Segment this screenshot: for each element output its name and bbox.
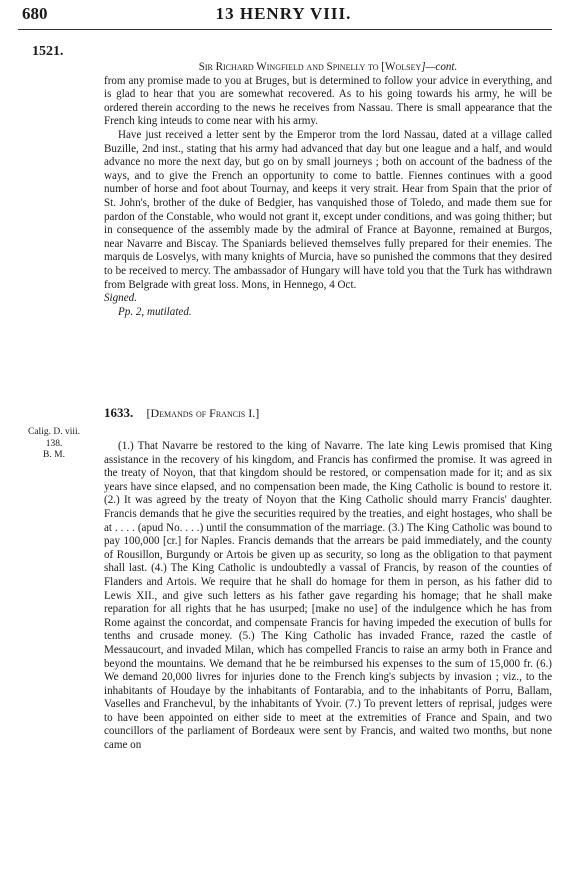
document-heading <box>104 405 259 421</box>
year-label: 1521. <box>32 44 64 59</box>
letter-paragraph-2: Have just received a letter sent by the Emperor trom the lord Nassau, dated at a village called Buzille, 2nd inst., stating that his army had advanced that day but one league and a half, and would advance no more the next day, but go on by small journeys ; both on account of the badness of the ways, and to give the French an opportunity to come to battle. Fiennes continues with a good number of horse and foot about Tournay, and keeps it very strait. Hear from Spain that the prior of St. John's, brother of the duke of Bedgier, has vanquished those of Toledo, and made them sue for pardon of the Constable, who would not grant it, except under conditions, and was going thither; but in consequence of the assembly made by the admiral of France at Bayonne, remained at Burgos, near Navarre and Biscay. The Spaniards believed themselves fully prepared for their enemies. The marquis de Losvelys, with many knights of Murcia, have so punished the commons that they desired to be received to mercy. The ambassador of Hungary will have told you that the Turk has withdrawn from Belgrade with great loss. Mons, in Hennego, 4 Oct. <box>104 128 552 291</box>
document-title-text: Demands of Francis I. <box>150 406 256 420</box>
margin-ref-line3: B. M. <box>43 450 65 460</box>
document-title-close: ] <box>255 406 260 420</box>
document-body <box>104 440 552 753</box>
document-title <box>147 406 260 420</box>
letter-heading-authors: Sir Richard Wingfield and Spinelly to [ <box>198 61 385 73</box>
pages-note: Pp. 2, mutilated. <box>118 305 192 318</box>
document-title-open: [ <box>146 406 151 420</box>
letter-heading-recipient: Wolsey <box>384 61 422 73</box>
margin-ref-line1: Calig. D. viii. <box>28 427 80 437</box>
letter-heading-cont: ]—cont. <box>421 61 458 73</box>
letter-heading <box>104 61 552 75</box>
letter-paragraph-1: from any promise made to you at Bruges, but is determined to follow your advice in everything, and is glad to hear that you are somewhat recovered. As to his going towards his army, he will be ordered therein according to the news he receives from Nassau. There is small appearance that the French king inteuds to come near with his army. <box>104 74 552 128</box>
document-number: 1633. <box>104 405 134 420</box>
running-head: 13 HENRY VIII. <box>215 4 352 23</box>
margin-reference <box>14 427 94 462</box>
document-paragraph: (1.) That Navarre be restored to the king of Navarre. The late king Lewis promised that King assistance in the recovery of his kingdom, and Francis has confirmed the promise. It was agreed in the treaty of Noyon, that that kingdom should be restored, or compensation made for it; and as six years have since elapsed, and no compensation been made, the King Catholic is bound to restore it. (2.) It was agreed by the treaty of Noyon that the King Catholic should marry Francis' daughter. Francis demands that he give the securities required by the treaties, and eight hostages, who shall be at . . . . (apud No. . . .) until the consummation of the marriage. (3.) The King Catholic was bound to pay 100,000 [cr.] for Naples. Francis demands that the arrears be paid immediately, and the county of Rousillon, Burgundy or Artois be given up as security, so long as the obligation to that payment shall last. (4.) The King Catholic is undoubtedly a vassal of Francis, by reason of the counties of Flanders and Artois. We require that he shall do homage for them in person, as his father did to Lewis XII., and give such letters as his father gave regarding his homage; that he shall make reparation for all rights that he has usurped; [make no use] of the indulgence which he has from Rome against the concordat, and compensate Francis for having impeded the execution of bulls for tenths and crusade money. (5.) The King Catholic has invaded France, razed the castle of Messaucourt, and invaded Milan, which has compelled Francis to raise an army both in France and beyond the mountains. We demand that he be reimbursed his expenses to the sum of 15,000 fr. (6.) We demand 20,000 livres for injuries done to the French king's subjects by invasion ; viz., to the inhabitants of Houdaye by the inhabitants of Fontarabia, and to the inhabitants of Porru, Ballam, Vaselles and Franchevul, by the inhabitants of Yvoir. (7.) To prevent letters of reprisal, judges were to have been appointed on either side to meet at the extremities of France and Spain, and two councillors of the parliament of Bordeaux were sent by Francis, and waited two months, but none came on <box>104 440 552 752</box>
letter-block <box>104 61 552 319</box>
margin-ref-line2: 138. <box>45 438 63 449</box>
signed-note: Signed. <box>104 292 137 305</box>
page-number: 680 <box>22 4 48 23</box>
header-rule <box>18 29 552 30</box>
